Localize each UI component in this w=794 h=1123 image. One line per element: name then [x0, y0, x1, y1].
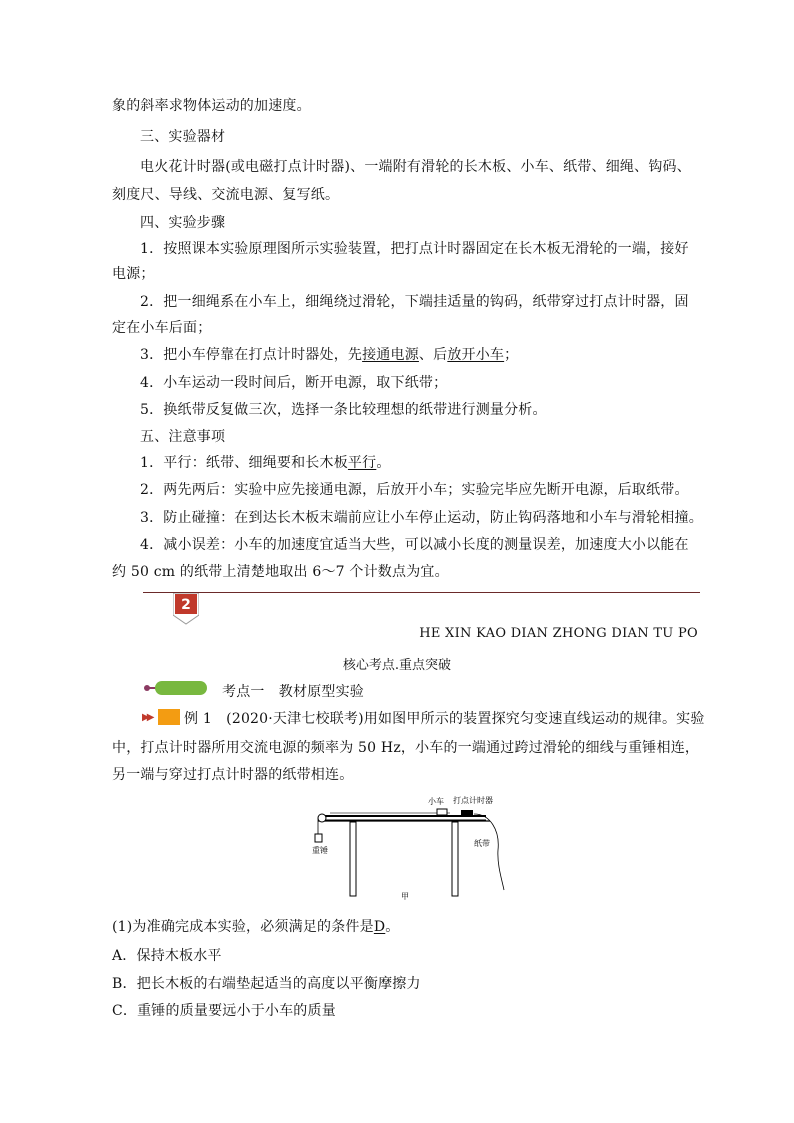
paragraph-line: 5．换纸带反复做三次，选择一条比较理想的纸带进行测量分析。 [140, 402, 547, 418]
paragraph-line: 约 50 cm 的纸带上清楚地取出 6～7 个计数点为宜。 [112, 564, 449, 580]
kaodian-dot [144, 685, 150, 691]
cart [437, 809, 447, 815]
text-run: (2020·天津七校联考)用如图甲所示的装置探究匀变速直线运动的规律。实验 [226, 711, 705, 727]
figure-caption: 甲 [401, 892, 409, 901]
paragraph-line: 中，打点计时器所用交流电源的频率为 50 Hz，小车的一端通过跨过滑轮的细线与重锤相连， [112, 740, 700, 756]
section-number: 2 [181, 597, 191, 613]
text-run: 1．平行：纸带、细绳要和长木板 [140, 455, 348, 471]
example-tag [158, 709, 180, 725]
paper-tape [474, 814, 504, 890]
paragraph-line: 定在小车后面； [112, 320, 212, 336]
text-run: 3．把小车停靠在打点计时器处，先 [140, 347, 363, 363]
text-run: (1)为准确完成本实验，必须满足的条件是 [112, 919, 374, 935]
example-label: 例 1 [184, 711, 212, 727]
example-arrows-icon: ▶▶ [142, 712, 152, 723]
paragraph-line: 2．把一细绳系在小车上，细绳绕过滑轮，下端挂适量的钩码，纸带穿过打点计时器，固 [140, 294, 689, 310]
underlined-answer: 接通电源 [362, 347, 419, 363]
table-leg-right [452, 822, 458, 896]
label-weight: 重锤 [312, 846, 328, 855]
section-number-badge [173, 593, 199, 625]
section-heading: 五、注意事项 [140, 429, 226, 445]
text-run: 、后 [418, 347, 448, 363]
question-line [112, 916, 399, 936]
option-b: B．把长木板的右端垫起适当的高度以平衡摩擦力 [112, 976, 421, 992]
section-heading: 四、实验步骤 [140, 215, 226, 231]
paragraph-line: 2．两先两后：实验中应先接通电源，后放开小车；实验完毕应先断开电源，后取纸带。 [140, 482, 689, 498]
paragraph-line: 3．防止碰撞：在到达长木板末端前应让小车停止运动，防止钩码落地和小车与滑轮相撞。 [140, 510, 703, 526]
paragraph-line: 4．小车运动一段时间后，断开电源，取下纸带； [140, 375, 448, 391]
example-line [184, 708, 705, 728]
label-car: 小车 [428, 797, 444, 806]
underlined-answer: 放开小车 [447, 347, 505, 363]
timer-device [461, 810, 473, 815]
paragraph-line: 另一端与穿过打点计时器的纸带相连。 [112, 767, 354, 783]
paragraph-line [140, 344, 518, 364]
option-a: A．保持木板水平 [112, 948, 222, 964]
underlined-answer: D [373, 919, 386, 935]
pulley [318, 814, 326, 822]
section-heading: 三、实验器材 [140, 129, 226, 145]
option-c: C．重锤的质量要远小于小车的质量 [112, 1003, 336, 1019]
paragraph-line: 刻度尺、导线、交流电源、复写纸。 [112, 187, 340, 203]
paragraph-line: 4．减小误差：小车的加速度宜适当大些，可以减小长度的测量误差，加速度大小以能在 [140, 537, 689, 553]
text-run: 。 [376, 455, 391, 471]
paragraph-line: 象的斜率求物体运动的加速度。 [112, 98, 311, 114]
text-run: 。 [385, 919, 400, 935]
section-banner-rule [143, 592, 700, 593]
paragraph-line: 1．按照课本实验原理图所示实验装置，把打点计时器固定在长木板无滑轮的一端，接好 [140, 241, 689, 257]
paragraph-line [140, 452, 391, 472]
banner-title: 核心考点.重点突破 [342, 658, 452, 673]
weight-block [315, 834, 322, 842]
paragraph-line: 电源； [112, 266, 155, 282]
paragraph-line: 电火花计时器(或电磁打点计时器)、一端附有滑轮的长木板、小车、纸带、细绳、钩码、 [140, 159, 691, 175]
banner-pinyin: HE XIN KAO DIAN ZHONG DIAN TU PO [419, 626, 698, 641]
kaodian-pill [155, 681, 207, 695]
apparatus-figure [300, 790, 515, 902]
label-tape: 纸带 [474, 839, 490, 848]
text-run: ； [504, 347, 519, 363]
table-leg-left [350, 822, 356, 896]
kaodian-heading: 考点一 教材原型实验 [222, 684, 364, 700]
underlined-answer: 平行 [347, 455, 377, 471]
label-timer: 打点计时器 [453, 796, 493, 805]
